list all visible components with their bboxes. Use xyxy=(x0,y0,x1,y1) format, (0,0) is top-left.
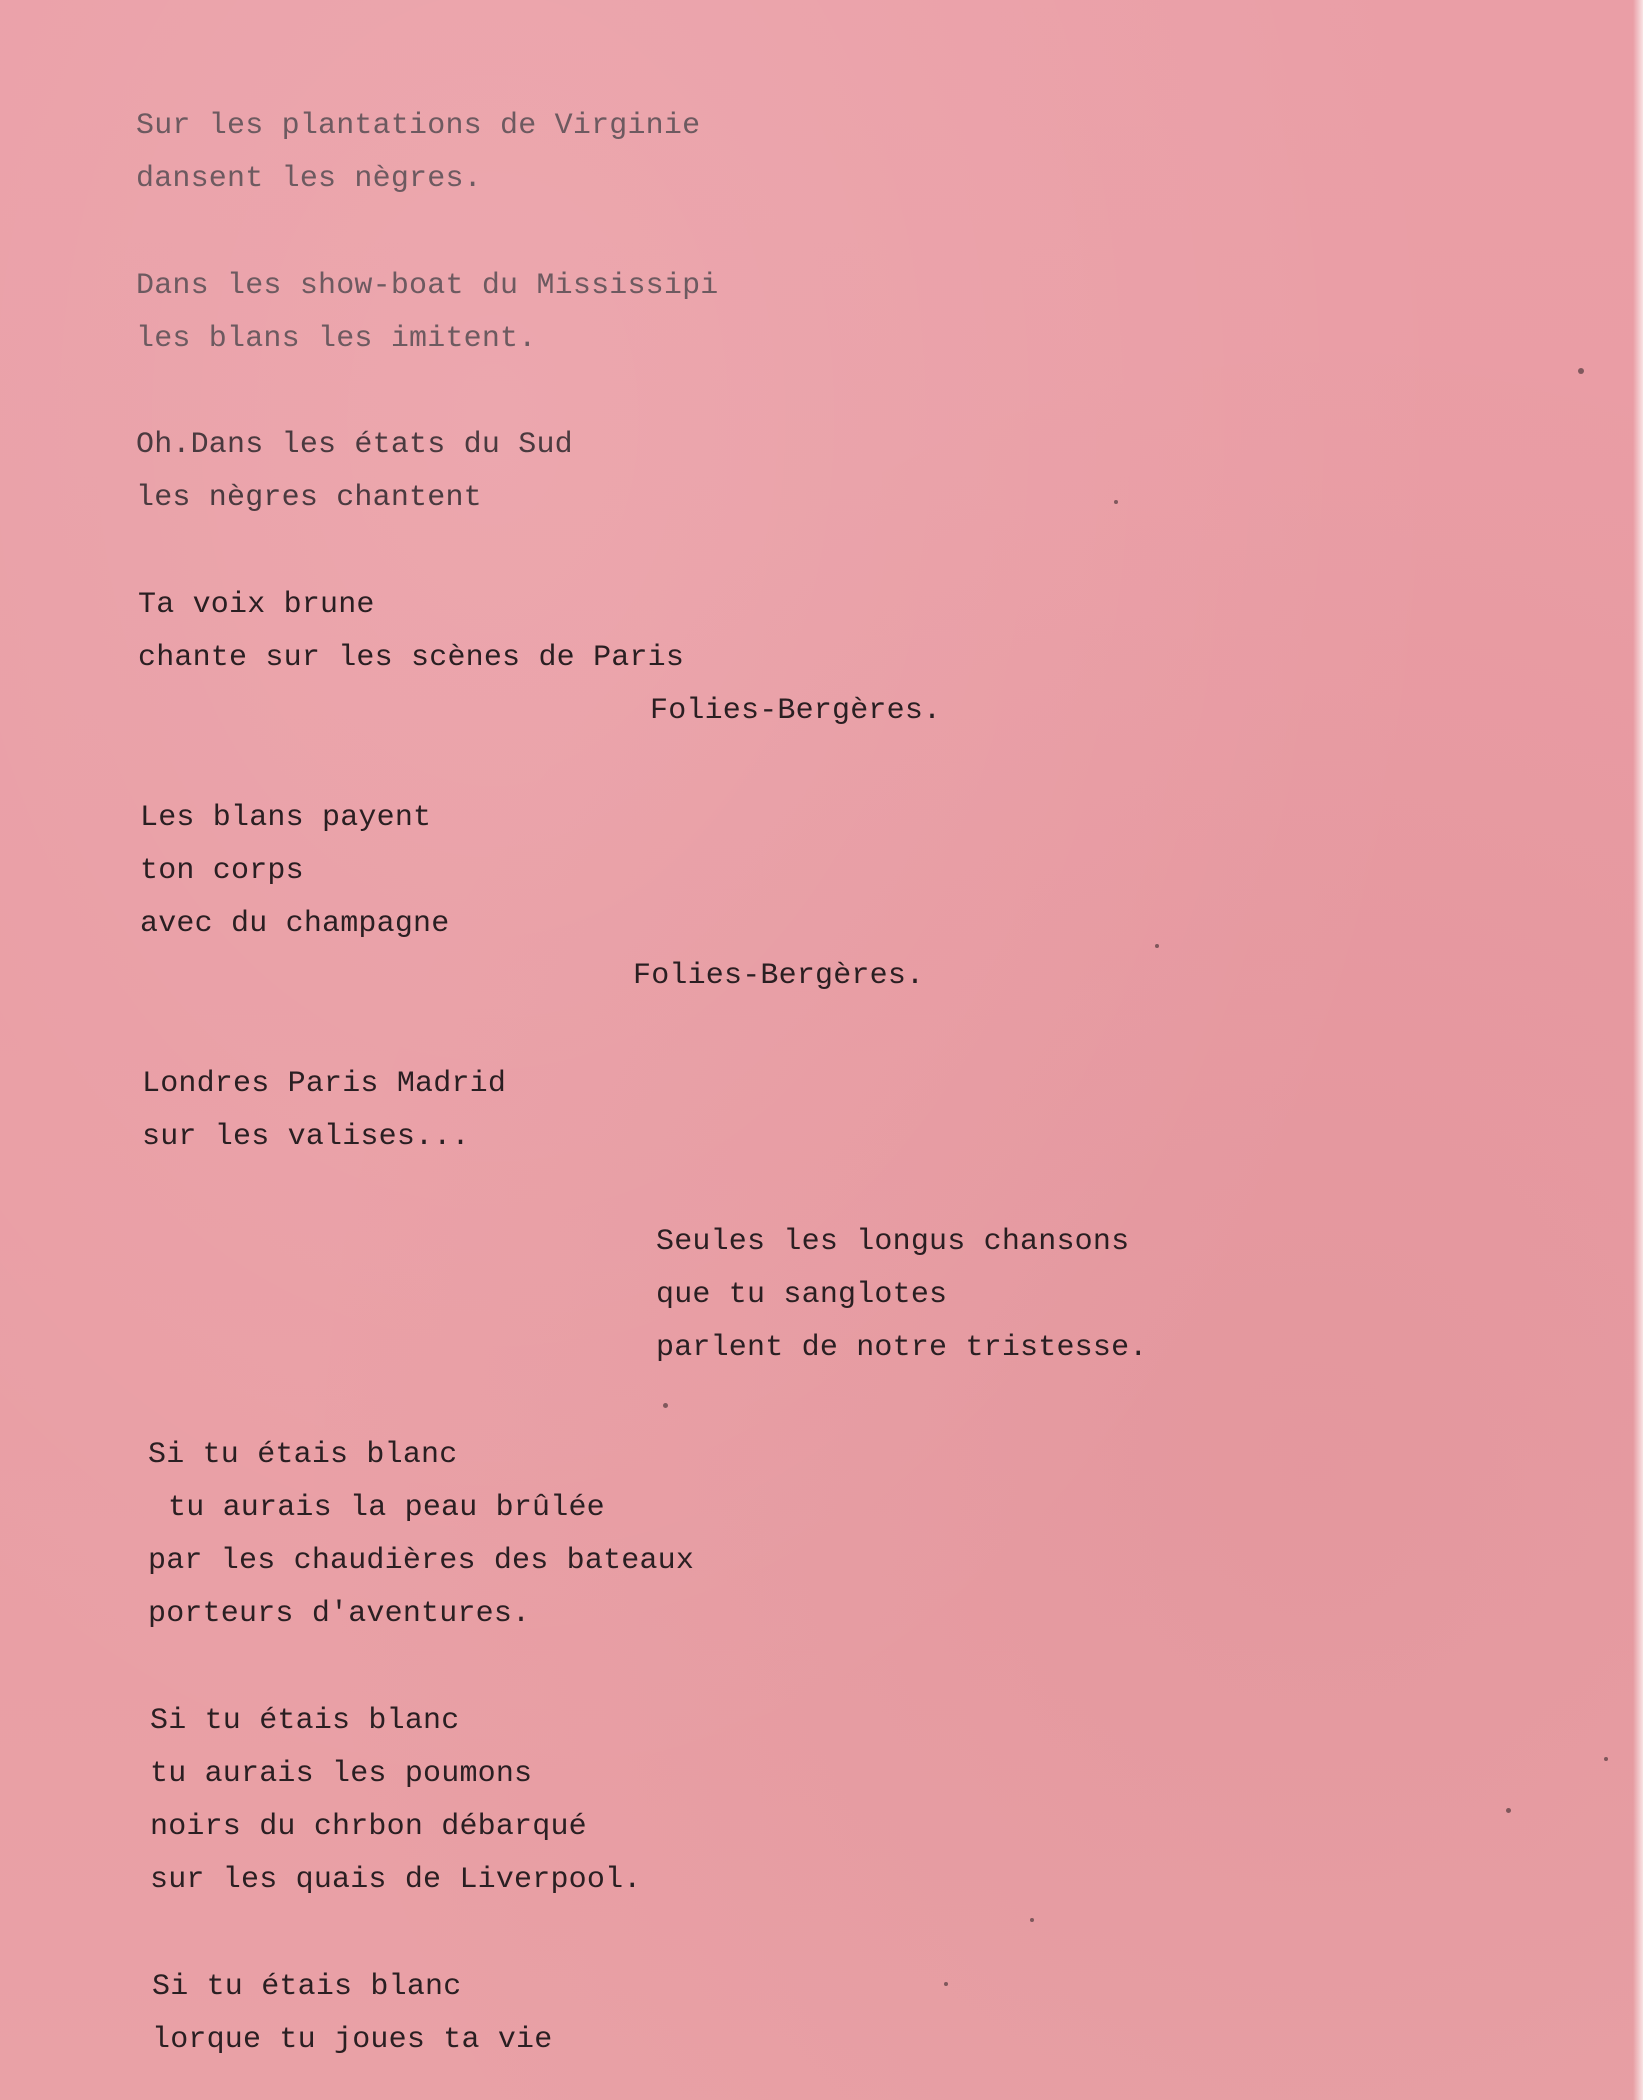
poem-line-7: Ta voix brune xyxy=(138,588,375,622)
poem-line-21: par les chaudières des bateaux xyxy=(148,1544,695,1578)
poem-line-15: sur les valises... xyxy=(142,1120,470,1154)
poem-line-18: parlent de notre tristesse. xyxy=(656,1331,1148,1365)
poem-line-3: Dans les show-boat du Mississipi xyxy=(136,269,719,303)
poem-line-14: Londres Paris Madrid xyxy=(142,1067,507,1101)
ink-speck xyxy=(944,1982,948,1986)
poem-line-26: sur les quais de Liverpool. xyxy=(150,1863,642,1897)
ink-speck xyxy=(1114,500,1118,504)
poem-line-5: Oh.Dans les états du Sud xyxy=(136,428,573,462)
poem-line-2: dansent les nègres. xyxy=(136,162,482,196)
poem-line-13: Folies-Bergères. xyxy=(633,959,925,993)
poem-line-23: Si tu étais blanc xyxy=(150,1704,460,1738)
poem-line-9: Folies-Bergères. xyxy=(650,694,942,728)
poem-line-19: Si tu étais blanc xyxy=(148,1438,458,1472)
ink-speck xyxy=(1604,1757,1608,1761)
poem-line-4: les blans les imitent. xyxy=(136,322,537,356)
ink-speck xyxy=(1030,1918,1034,1922)
ink-speck xyxy=(1155,944,1159,948)
poem-line-27: Si tu étais blanc xyxy=(152,1970,462,2004)
poem-line-1: Sur les plantations de Virginie xyxy=(136,109,701,143)
poem-line-8: chante sur les scènes de Paris xyxy=(138,641,685,675)
poem-line-20: tu aurais la peau brûlée xyxy=(168,1491,605,1525)
poem-line-16: Seules les longus chansons xyxy=(656,1225,1130,1259)
poem-line-22: porteurs d'aventures. xyxy=(148,1597,531,1631)
ink-speck xyxy=(1578,368,1584,374)
poem-line-6: les nègres chantent xyxy=(136,481,482,515)
ink-speck xyxy=(1506,1808,1511,1813)
poem-line-17: que tu sanglotes xyxy=(656,1278,948,1312)
poem-line-28: lorque tu joues ta vie xyxy=(152,2023,553,2057)
ink-speck xyxy=(663,1403,668,1408)
poem-line-10: Les blans payent xyxy=(140,801,432,835)
poem-line-12: avec du champagne xyxy=(140,907,450,941)
paper-edge xyxy=(1633,0,1643,2100)
poem-line-11: ton corps xyxy=(140,854,304,888)
poem-line-24: tu aurais les poumons xyxy=(150,1757,533,1791)
poem-line-25: noirs du chrbon débarqué xyxy=(150,1810,587,1844)
